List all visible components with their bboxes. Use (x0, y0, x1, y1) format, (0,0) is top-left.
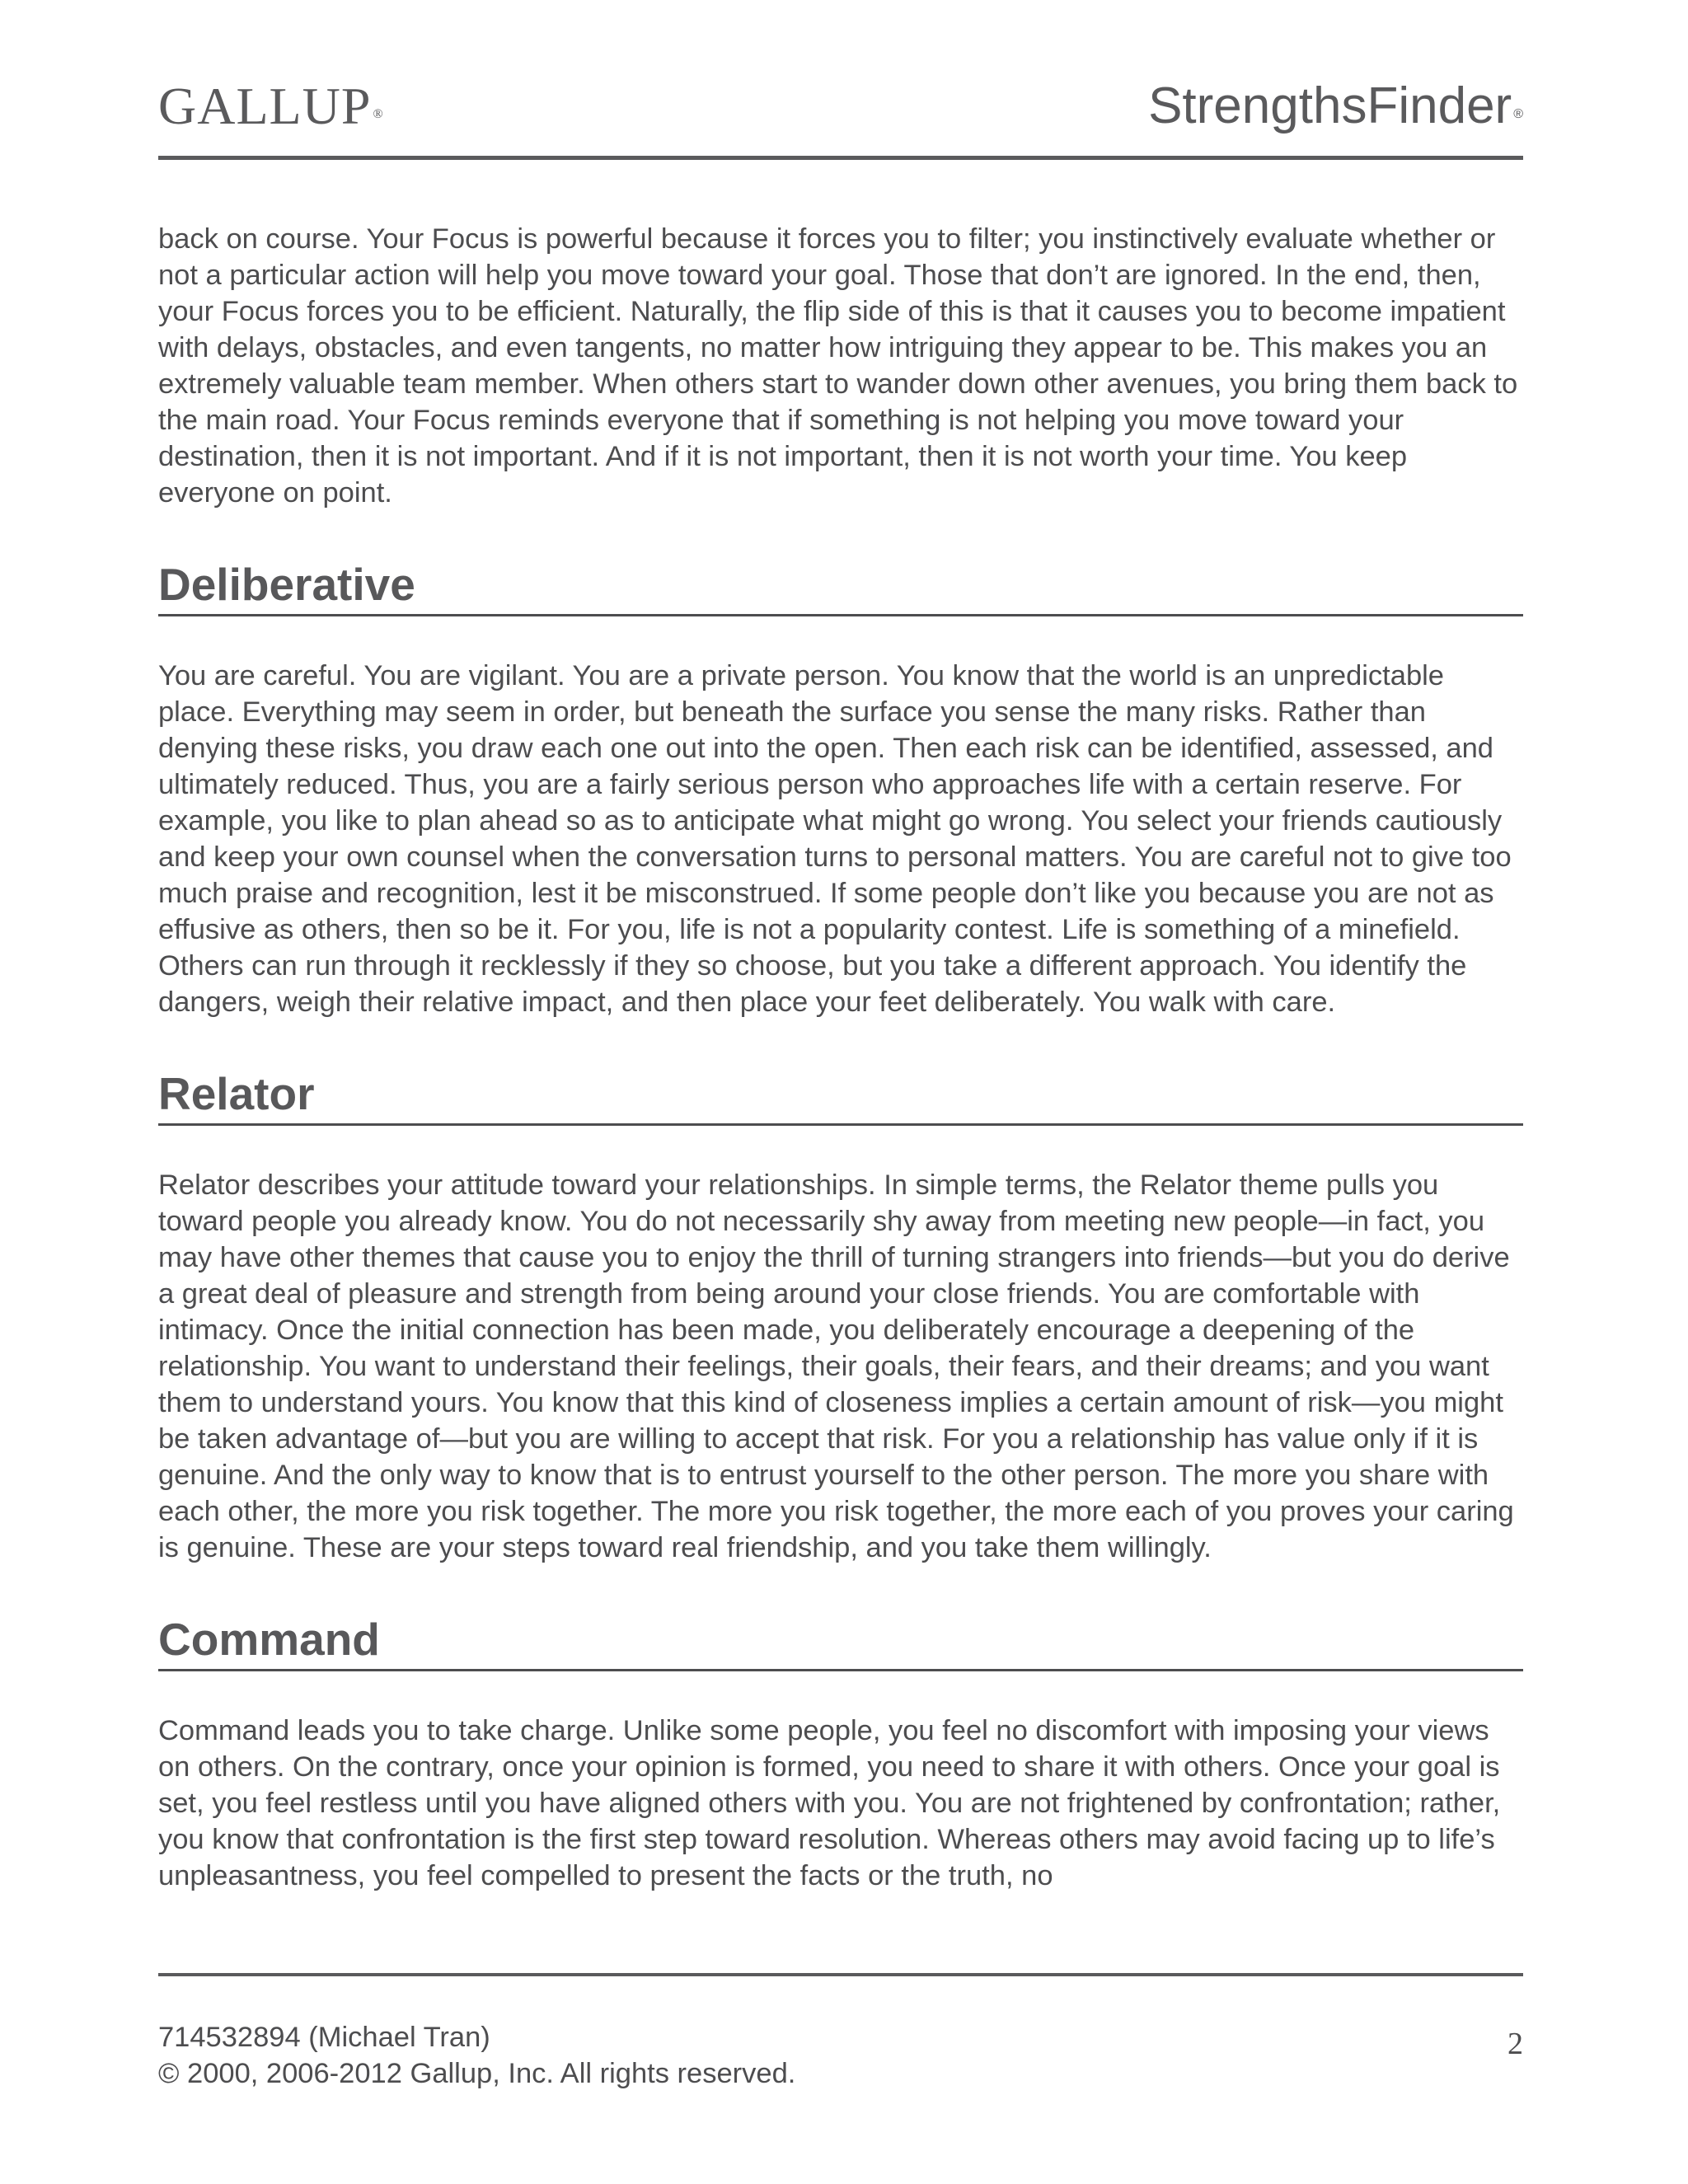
footer-copyright: © 2000, 2006-2012 Gallup, Inc. All rights reserved. (158, 2058, 796, 2089)
page-header (158, 76, 1523, 137)
section-title: Relator (158, 1066, 1523, 1126)
product-registered-mark: ® (1513, 107, 1523, 121)
page-content (158, 221, 1523, 1894)
section-deliberative (158, 557, 1523, 1020)
page-number: 2 (1507, 2027, 1523, 2061)
header-divider (158, 156, 1523, 160)
product-text: StrengthsFinder (1148, 77, 1512, 134)
intro-paragraph: back on course. Your Focus is powerful because it forces you to filter; you instinctively evaluate whether or not a particular action will help you move toward your goal. Those that don’t are ignored. In the end, then, your Focus forces you to be efficient. Naturally, the flip side of this is that it causes you to become impatient with delays, obstacles, and even tangents, no matter how intriguing they appear to be. This makes you an extremely valuable team member. When others start to wander down other avenues, you bring them back to the main road. Your Focus reminds everyone that if something is not helping you move toward your destination, then it is not important. And if it is not important, then it is not worth your time. You keep everyone on point. (158, 223, 1518, 509)
gallup-logo (158, 76, 384, 137)
page-footer (158, 2019, 795, 2092)
footer-id-line: 714532894 (Michael Tran) (158, 2022, 490, 2053)
section-text: Command leads you to take charge. Unlike some people, you feel no discomfort with imposing your views on others. On the contrary, once your opinion is formed, you need to share it with others. Once your goal is set, you feel restless until you have aligned others with you. You are not frightened by confrontation; rather, you know that confrontation is the first step toward resolution. Whereas others may avoid facing up to life’s unpleasantness, you feel compelled to present the facts or the truth, no (158, 1715, 1501, 1891)
section-command (158, 1612, 1523, 1894)
section-title: Command (158, 1612, 1523, 1671)
document-page (158, 0, 1523, 2184)
footer-divider (158, 1973, 1523, 1976)
section-text: Relator describes your attitude toward your relationships. In simple terms, the Relator theme pulls you toward people you already know. You do not necessarily shy away from meeting new people—in fact, you may have other themes that cause you to enjoy the thrill of turning strangers into friends—but you do derive a great deal of pleasure and strength from being around your close friends. You are comfortable with intimacy. Once the initial connection has been made, you deliberately encourage a deepening of the relationship. You want to understand their feelings, their goals, their fears, and their dreams; and you want them to understand yours. You know that this kind of closeness implies a certain amount of risk—you might be taken advantage of—but you are willing to accept that risk. For you a relationship has value only if it is genuine. And the only way to know that is to entrust yourself to the other person. The more you share with each other, the more you risk together. The more you risk together, the more each of you proves your caring is genuine. These are your steps toward real friendship, and you take them willingly. (158, 1169, 1514, 1563)
logo-text: GALLUP (158, 77, 372, 135)
product-name (1148, 76, 1523, 137)
logo-registered-mark: ® (373, 107, 384, 121)
section-text: You are careful. You are vigilant. You are a private person. You know that the world is an unpredictable place. Everything may seem in order, but beneath the surface you sense the many risks. Rather than denying these risks, you draw each one out into the open. Then each risk can be identified, assessed, and ultimately reduced. Thus, you are a fairly serious person who approaches life with a certain reserve. For example, you like to plan ahead so as to anticipate what might go wrong. You select your friends cautiously and keep your own counsel when the conversation turns to personal matters. You are careful not to give too much praise and recognition, lest it be misconstrued. If some people don’t like you because you are not as effusive as others, then so be it. For you, life is not a popularity contest. Life is something of a minefield. Others can run through it recklessly if they so choose, but you take a different approach. You identify the dangers, weigh their relative impact, and then place your feet deliberately. You walk with care. (158, 660, 1512, 1018)
section-relator (158, 1066, 1523, 1566)
section-title: Deliberative (158, 557, 1523, 616)
